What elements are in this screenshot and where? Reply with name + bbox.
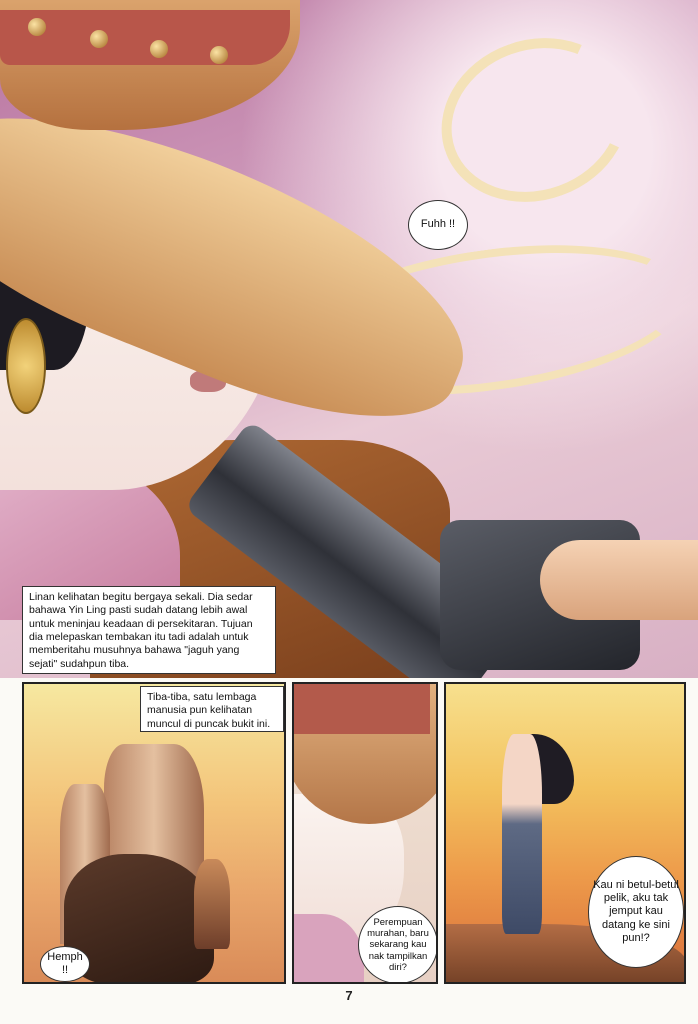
smoke-swirl [418,12,651,227]
hand-illustration [540,540,698,620]
speech-bubble: Kau ni betul-betul pelik, aku tak jemput kau datang ke sini pun!? [588,856,684,968]
hat-crown-illustration [0,0,300,130]
hat-band-illustration [292,684,430,734]
hat-stud [150,40,168,58]
page-number: 7 [345,988,353,1003]
narration-caption: Tiba-tiba, satu lembaga manusia pun kelihatan muncul di puncak bukit ini. [140,686,284,732]
narration-caption: Linan kelihatan begitu bergaya sekali. Dia sedar bahawa Yin Ling pasti sudah datang lebih awal untuk meninjau keadaan di persekitaran. Tujuan dia melepaskan tembakan itu tadi adalah untuk memberitahu musuhnya bahawa "jaguh yang sejati" sudahpun tiba. [22,586,276,674]
star-earring-illustration [6,318,46,414]
bottom-right-panel [444,682,686,984]
rider-illustration [194,859,230,949]
hat-stud [28,18,46,36]
speech-bubble-hemph: Hemph !! [40,946,90,982]
speech-bubble-fuhh: Fuhh !! [408,200,468,250]
hat-band-illustration [0,10,290,65]
woman-figure-illustration [502,734,542,934]
speech-bubble: Perempuan murahan, baru sekarang kau nak tampilkan diri? [358,906,438,984]
hat-illustration [292,682,438,824]
bottom-middle-panel [292,682,438,984]
bottom-left-panel [22,682,286,984]
hat-stud [210,46,228,64]
hat-stud [90,30,108,48]
